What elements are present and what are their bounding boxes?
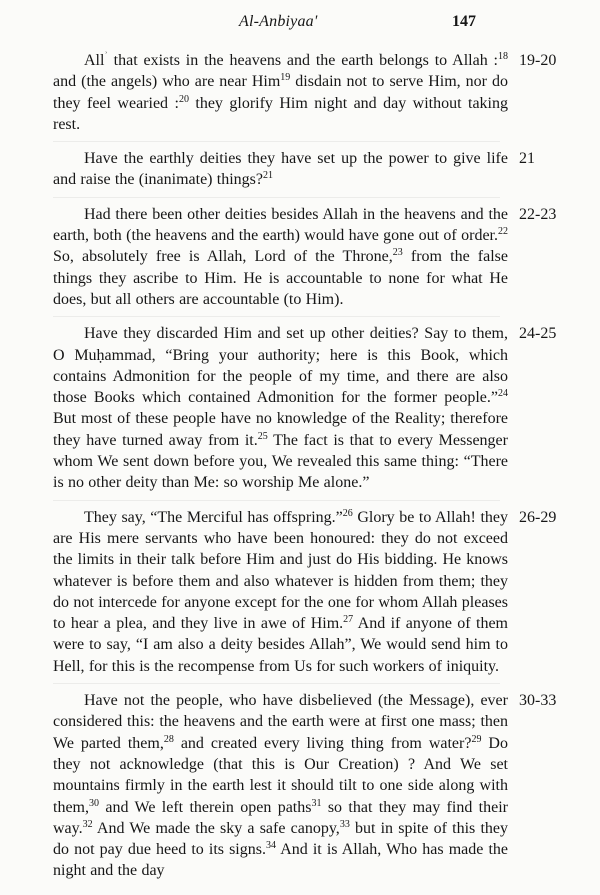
footnote-marker: 21 — [263, 170, 274, 182]
text-segment: Had there been other deities besides Allah in the heavens and the earth, both (the heavens and the earth) would have gone out of order. — [53, 205, 508, 245]
verse-reference: 30-33 — [519, 692, 557, 710]
paragraph-text — [53, 50, 508, 135]
paragraph-divider — [53, 500, 500, 501]
paragraph-text — [53, 204, 508, 310]
verse-paragraph — [0, 50, 600, 135]
paragraph-text — [53, 690, 508, 882]
verse-reference: 22-23 — [519, 205, 557, 223]
footnote-marker: 22 — [498, 226, 508, 238]
verse-paragraph — [0, 507, 600, 677]
footnote-marker: 29 — [471, 733, 482, 745]
text-segment: and (the angels) who are near Him — [53, 73, 281, 91]
page-header — [0, 13, 600, 37]
page-number: 147 — [452, 13, 476, 30]
footnote-marker: 31 — [311, 797, 322, 809]
paragraph-text — [53, 148, 508, 191]
paragraph-text — [53, 323, 508, 493]
page-body — [0, 50, 600, 895]
text-segment: But most of these people have no knowledge of the Reality; therefore they have turned away from it. — [53, 410, 508, 449]
footnote-marker: 34 — [265, 840, 276, 852]
chapter-title: Al-Anbiyaa' — [239, 13, 318, 30]
footnote-marker: 30 — [89, 797, 99, 809]
text-segment: from the false things they ascribe to Him. He is accountable to none for what He does, but all others are accountable (to Him). — [53, 248, 508, 308]
text-segment: So, absolutely free is Allah, Lord of the Throne, — [53, 248, 393, 266]
text-segment: and created every living thing from water? — [173, 734, 472, 752]
footnote-marker: 33 — [339, 818, 350, 830]
verse-reference: 26-29 — [519, 508, 557, 526]
text-segment: so that they may find their way. — [53, 798, 508, 837]
paragraph-divider — [53, 316, 500, 317]
text-segment: And it is Allah, Who has made the night and the day — [53, 841, 508, 880]
verse-paragraph — [0, 148, 600, 191]
text-segment: they glorify Him night and day without taking rest. — [53, 94, 508, 133]
footnote-marker: ʾ — [104, 51, 108, 62]
footnote-marker: 24 — [498, 388, 508, 400]
verse-paragraph — [0, 690, 600, 882]
text-segment: They say, “The Merciful has offspring.” — [84, 508, 343, 526]
paragraph-divider — [53, 141, 500, 142]
text-segment: The fact is that to every Messenger whom We sent down before you, We revealed this same thing: “There is no other deity than Me: so worship Me alone.” — [53, 431, 508, 492]
verse-reference: 21 — [519, 150, 535, 168]
footnote-marker: 28 — [163, 733, 174, 745]
footnote-marker: 32 — [82, 818, 93, 830]
footnote-marker: 19 — [280, 72, 291, 84]
text-segment: Have they discarded Him and set up other deities? Say to them, O Muḥammad, “Bring your authority; here is this Book, which contains Admonition for the people of my time, and there are also those Books which contained Admonition for the former people.” — [53, 325, 508, 407]
paragraph-divider — [53, 683, 500, 684]
verse-paragraph — [0, 204, 600, 310]
paragraph-text — [53, 507, 508, 677]
footnote-marker: 20 — [178, 93, 189, 105]
text-segment: disdain not to serve Him, nor do they feel wearied : — [53, 73, 508, 112]
footnote-marker: 23 — [392, 247, 403, 259]
text-segment: Do they not acknowledge (that this is Our Creation) ? And We set mountains firmly in the earth lest it should tilt to one side along with them, — [53, 734, 508, 816]
footnote-marker: 27 — [343, 614, 354, 626]
text-segment: All — [84, 52, 105, 69]
paragraph-divider — [53, 197, 500, 198]
text-segment: And We made the sky a safe canopy, — [92, 819, 340, 837]
verse-paragraph — [0, 323, 600, 493]
footnote-marker: 26 — [342, 507, 353, 519]
text-segment: Have not the people, who have disbelieved (the Message), ever considered this: the heavens and the earth were at first one mass; then We parted them, — [53, 692, 508, 752]
text-segment: that exists in the heavens and the earth belongs to Allah : — [107, 52, 498, 69]
footnote-marker: 25 — [257, 430, 268, 442]
verse-reference: 24-25 — [519, 325, 557, 343]
text-segment: Glory be to Allah! they are His mere servants who have been honoured: they do not exceed the limits in their talk before Him and just do His bidding. He knows whatever is before them and also whatever is hidden from them; they do not intercede for anyone except for the one for whom Allah pleases to hear a plea, and they live in awe of Him. — [53, 508, 508, 633]
text-segment: and We left therein open paths — [99, 798, 312, 816]
footnote-marker: 18 — [498, 51, 508, 62]
text-segment: but in spite of this they do not pay due heed to its signs. — [53, 819, 508, 859]
text-segment: Have the earthly deities they have set up the power to give life and raise the (inanimate) things? — [53, 150, 508, 189]
verse-reference: 19-20 — [519, 52, 557, 69]
text-segment: And if anyone of them were to say, “I am also a deity besides Allah”, We would send him to Hell, for this is the recompense from Us for such workers of iniquity. — [53, 615, 509, 675]
